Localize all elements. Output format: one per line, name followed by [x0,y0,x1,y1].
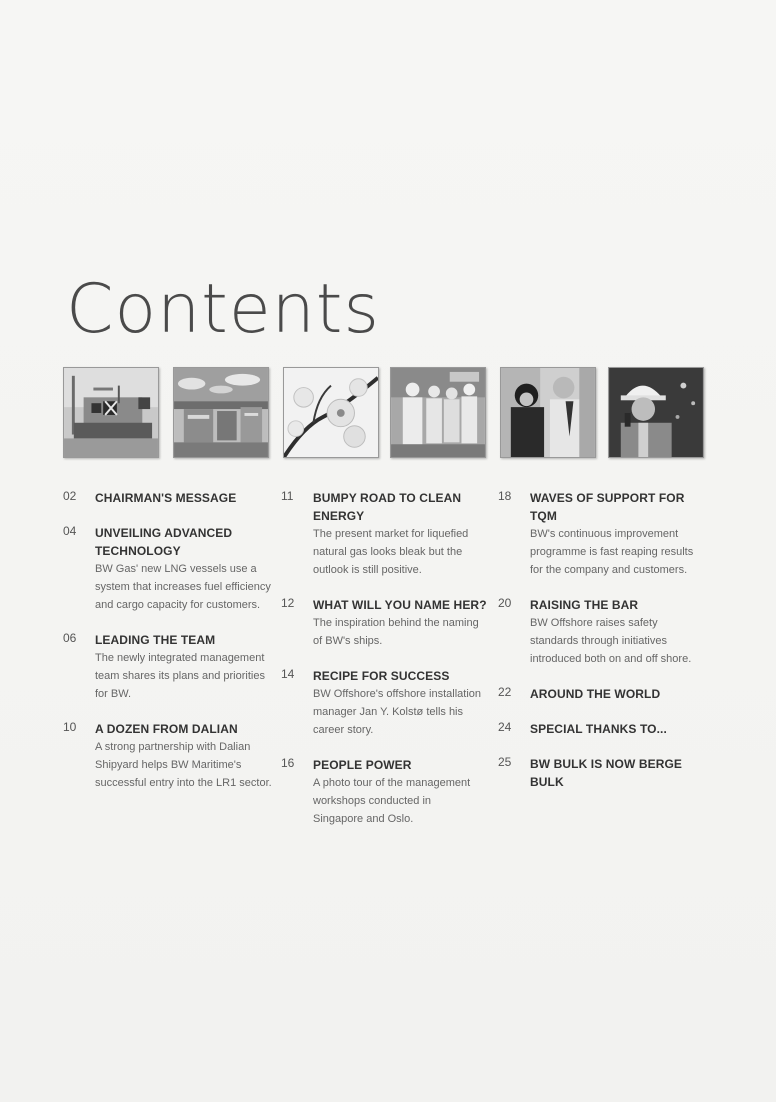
toc-entry[interactable] [63,631,273,703]
toc-entry[interactable] [281,667,491,739]
entry-title[interactable]: UNVEILING ADVANCED TECHNOLOGY [95,526,233,558]
entry-title[interactable]: PEOPLE POWER [313,758,412,772]
entry-description: BW Gas' new LNG vessels use a system that increases fuel efficiency and cargo capacity for customers. [95,563,271,611]
page-number: 14 [281,667,295,681]
page-number: 18 [498,489,512,503]
entry-description: A photo tour of the management workshops conducted in Singapore and Oslo. [313,777,471,825]
meeting-photo-thumbnail [500,367,596,458]
ship-photo-icon [64,368,158,457]
blossom-photo-thumbnail [283,367,379,458]
entry-description: BW's continuous improvement programme is fast reaping results for the company and customers. [530,528,694,576]
entry-title[interactable]: WHAT WILL YOU NAME HER? [313,598,487,612]
ship-photo-thumbnail [63,367,159,458]
entry-title[interactable]: LEADING THE TEAM [95,633,216,647]
page-number: 11 [281,489,294,503]
entry-title[interactable]: A DOZEN FROM DALIAN [95,722,238,736]
entry-title[interactable]: BW BULK IS NOW BERGE BULK [530,757,682,789]
entry-title[interactable]: RECIPE FOR SUCCESS [313,669,450,683]
toc-entry[interactable] [498,685,708,703]
toc-entry[interactable] [281,756,491,828]
hardhat-photo-thumbnail [608,367,704,458]
page-number: 22 [498,685,512,699]
page-number: 20 [498,596,512,610]
toc-entry[interactable] [63,524,273,614]
toc-entry[interactable] [63,720,273,792]
page-number: 02 [63,489,77,503]
toc-entry[interactable] [281,596,491,650]
page-number: 10 [63,720,77,734]
entry-title[interactable]: SPECIAL THANKS TO... [530,722,667,736]
shipyard-photo-thumbnail [173,367,269,458]
page-number: 25 [498,755,512,769]
thumbnail-strip [63,367,707,459]
toc-entry[interactable] [498,755,708,791]
toc-entry[interactable] [281,489,491,579]
toc-entry[interactable] [498,720,708,738]
toc-entry[interactable] [498,596,708,668]
page-title: Contents [66,270,380,349]
entry-title[interactable]: RAISING THE BAR [530,598,639,612]
toc-entry[interactable] [63,489,273,507]
workers-photo-thumbnail [390,367,486,458]
entry-title[interactable]: WAVES OF SUPPORT FOR TQM [530,491,685,523]
entry-description: BW Offshore raises safety standards through initiatives introduced both on and off shore. [530,617,692,665]
entry-title[interactable]: CHAIRMAN'S MESSAGE [95,491,237,505]
toc-entry[interactable] [498,489,708,579]
entry-description: A strong partnership with Dalian Shipyard helps BW Maritime's successful entry into the LR1 sector. [95,741,272,789]
entry-description: The present market for liquefied natural gas looks bleak but the outlook is still positive. [313,528,469,576]
entry-description: BW Offshore's offshore installation manager Jan Y. Kolstø tells his career story. [313,688,481,736]
page-number: 12 [281,596,295,610]
contents-column-1 [63,489,273,792]
entry-title[interactable]: BUMPY ROAD TO CLEAN ENERGY [313,491,462,523]
contents-column-3 [498,489,708,791]
page-number: 16 [281,756,295,770]
entry-description: The newly integrated management team shares its plans and priorities for BW. [95,652,265,700]
contents-column-2 [281,489,491,828]
page-number: 04 [63,524,77,538]
entry-title[interactable]: AROUND THE WORLD [530,687,661,701]
page-number: 06 [63,631,77,645]
page-number: 24 [498,720,512,734]
entry-description: The inspiration behind the naming of BW's ships. [313,617,479,647]
